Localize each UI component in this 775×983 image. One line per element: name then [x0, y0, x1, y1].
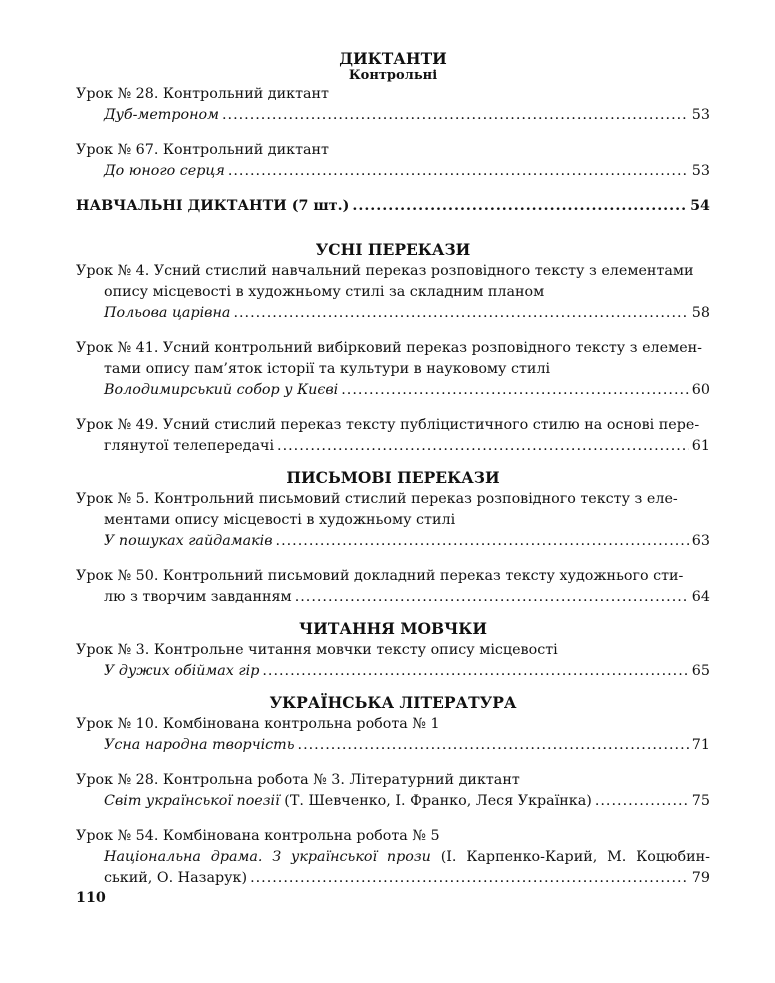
leader-dots [352, 196, 687, 217]
leader-dots [341, 380, 689, 401]
toc-entry [76, 489, 710, 552]
toc-link[interactable] [76, 436, 710, 457]
section-subtitle-dictations: Контрольні [348, 68, 438, 83]
work-authors: (Т. Шевченко, І. Франко, Леся Українка) [279, 793, 592, 809]
leader-dots [295, 587, 689, 608]
work-title: До юного серця [104, 163, 225, 179]
lesson-description: Контрольний письмовий стислий переказ розповідного тексту з еле- [149, 491, 678, 507]
lesson-heading-cont [76, 359, 710, 380]
page-number: 61 [691, 438, 710, 454]
toc-link[interactable] [76, 531, 710, 552]
lesson-description: Комбінована контрольна робота № 1 [158, 716, 440, 732]
toc-link[interactable] [76, 161, 710, 182]
page-number: 65 [691, 663, 710, 679]
work-title: Національна драма. З української прози [104, 849, 431, 865]
lesson-heading [76, 770, 710, 791]
toc-entry [76, 566, 710, 608]
toc-entry [76, 261, 710, 324]
work-title-wrapped [76, 847, 710, 868]
lesson-heading [76, 415, 710, 436]
work-title: Володимирський собор у Києві [104, 382, 339, 398]
lesson-number: Урок № 41. [76, 340, 159, 356]
toc-entry [76, 196, 710, 217]
table-of-contents [76, 48, 710, 903]
lesson-number: Урок № 28. [76, 86, 159, 102]
lesson-heading-cont [76, 282, 710, 303]
page-number: 58 [691, 305, 710, 321]
section-title-oral: УСНІ ПЕРЕКАЗИ [315, 240, 471, 259]
work-title: Світ української поезії [104, 793, 280, 809]
work-title: У дужих обіймах гір [104, 663, 260, 679]
page-number: 79 [691, 870, 710, 886]
toc-link[interactable] [76, 661, 710, 682]
toc-link[interactable] [76, 105, 710, 126]
leader-dots [276, 531, 689, 552]
work-title: Усна народна творчість [104, 737, 295, 753]
lesson-description: Контрольний диктант [158, 142, 329, 158]
toc-entry [76, 140, 710, 182]
lesson-heading [76, 826, 710, 847]
lesson-heading [76, 640, 710, 661]
lesson-description: ментами опису місцевості в художньому стилі [104, 512, 456, 528]
lesson-heading [76, 140, 710, 161]
lesson-number: Урок № 10. [76, 716, 159, 732]
page-number: 64 [691, 589, 710, 605]
section-title-dictations: ДИКТАНТИ [339, 49, 447, 68]
toc-link[interactable] [76, 868, 710, 889]
lesson-description: Контрольний диктант [158, 86, 329, 102]
toc-link-training-dictations[interactable] [76, 196, 710, 217]
page-number: 63 [691, 533, 710, 549]
toc-link[interactable] [76, 380, 710, 401]
lesson-number: Урок № 28. [76, 772, 159, 788]
leader-dots [222, 105, 689, 126]
leader-dots [233, 303, 688, 324]
leader-dots [262, 661, 688, 682]
page-number: 60 [691, 382, 710, 398]
lesson-number: Урок № 67. [76, 142, 159, 158]
leader-dots [595, 791, 689, 812]
work-title: Дуб-метроном [104, 107, 219, 123]
leader-dots [277, 436, 689, 457]
lesson-heading [76, 489, 710, 510]
lesson-number: Урок № 54. [76, 828, 159, 844]
page-number: 54 [690, 198, 710, 214]
work-title: НАВЧАЛЬНІ ДИКТАНТИ (7 шт.) [76, 198, 350, 214]
lesson-heading-cont [76, 510, 710, 531]
toc-entry [76, 714, 710, 756]
toc-link[interactable] [76, 587, 710, 608]
work-authors: ський, О. Назарук) [104, 870, 248, 886]
lesson-description: Усний стислий переказ тексту публіцистичного стилю на основі пере- [158, 417, 700, 433]
lesson-heading [76, 566, 710, 587]
work-title: Польова царівна [104, 305, 231, 321]
page-number: 53 [691, 107, 710, 123]
lesson-heading [76, 338, 710, 359]
toc-link[interactable] [76, 791, 710, 812]
work-authors: (І. Карпенко-Карий, М. Коцюбин- [430, 849, 710, 865]
lesson-description: тами опису пам’яток історії та культури в науковому стилі [104, 361, 551, 377]
toc-entry [76, 770, 710, 812]
leader-dots [298, 735, 689, 756]
section-title-written: ПИСЬМОВІ ПЕРЕКАЗИ [286, 468, 500, 487]
page-footer-number: 110 [76, 890, 106, 906]
lesson-number: Урок № 4. [76, 263, 150, 279]
toc-entry [76, 826, 710, 889]
lesson-number: Урок № 50. [76, 568, 159, 584]
work-title: лю з творчим завданням [104, 589, 292, 605]
leader-dots [250, 868, 689, 889]
lesson-description: Комбінована контрольна робота № 5 [158, 828, 440, 844]
toc-entry [76, 640, 710, 682]
leader-dots [228, 161, 689, 182]
page-number: 71 [691, 737, 710, 753]
toc-link[interactable] [76, 735, 710, 756]
toc-entry [76, 84, 710, 126]
lesson-description: Контрольне читання мовчки тексту опису місцевості [149, 642, 558, 658]
lesson-description: Усний контрольний вибірковий переказ розповідного тексту з елемен- [158, 340, 703, 356]
lesson-number: Урок № 5. [76, 491, 150, 507]
lesson-number: Урок № 3. [76, 642, 150, 658]
toc-entry [76, 415, 710, 457]
lesson-heading [76, 84, 710, 105]
toc-link[interactable] [76, 303, 710, 324]
lesson-description: Контрольний письмовий докладний переказ тексту художнього сти- [158, 568, 684, 584]
work-title: глянутої телепередачі [104, 438, 275, 454]
lesson-description: опису місцевості в художньому стилі за складним планом [104, 284, 545, 300]
toc-entry [76, 338, 710, 401]
section-title-silent-reading: ЧИТАННЯ МОВЧКИ [299, 619, 487, 638]
page-number: 53 [691, 163, 710, 179]
lesson-description: Усний стислий навчальний переказ розповідного тексту з елементами [149, 263, 694, 279]
section-title-literature: УКРАЇНСЬКА ЛІТЕРАТУРА [269, 693, 517, 712]
page-number: 75 [691, 793, 710, 809]
lesson-heading [76, 714, 710, 735]
work-title: У пошуках гайдамаків [104, 533, 273, 549]
lesson-description: Контрольна робота № 3. Літературний диктант [158, 772, 520, 788]
lesson-heading [76, 261, 710, 282]
lesson-number: Урок № 49. [76, 417, 159, 433]
